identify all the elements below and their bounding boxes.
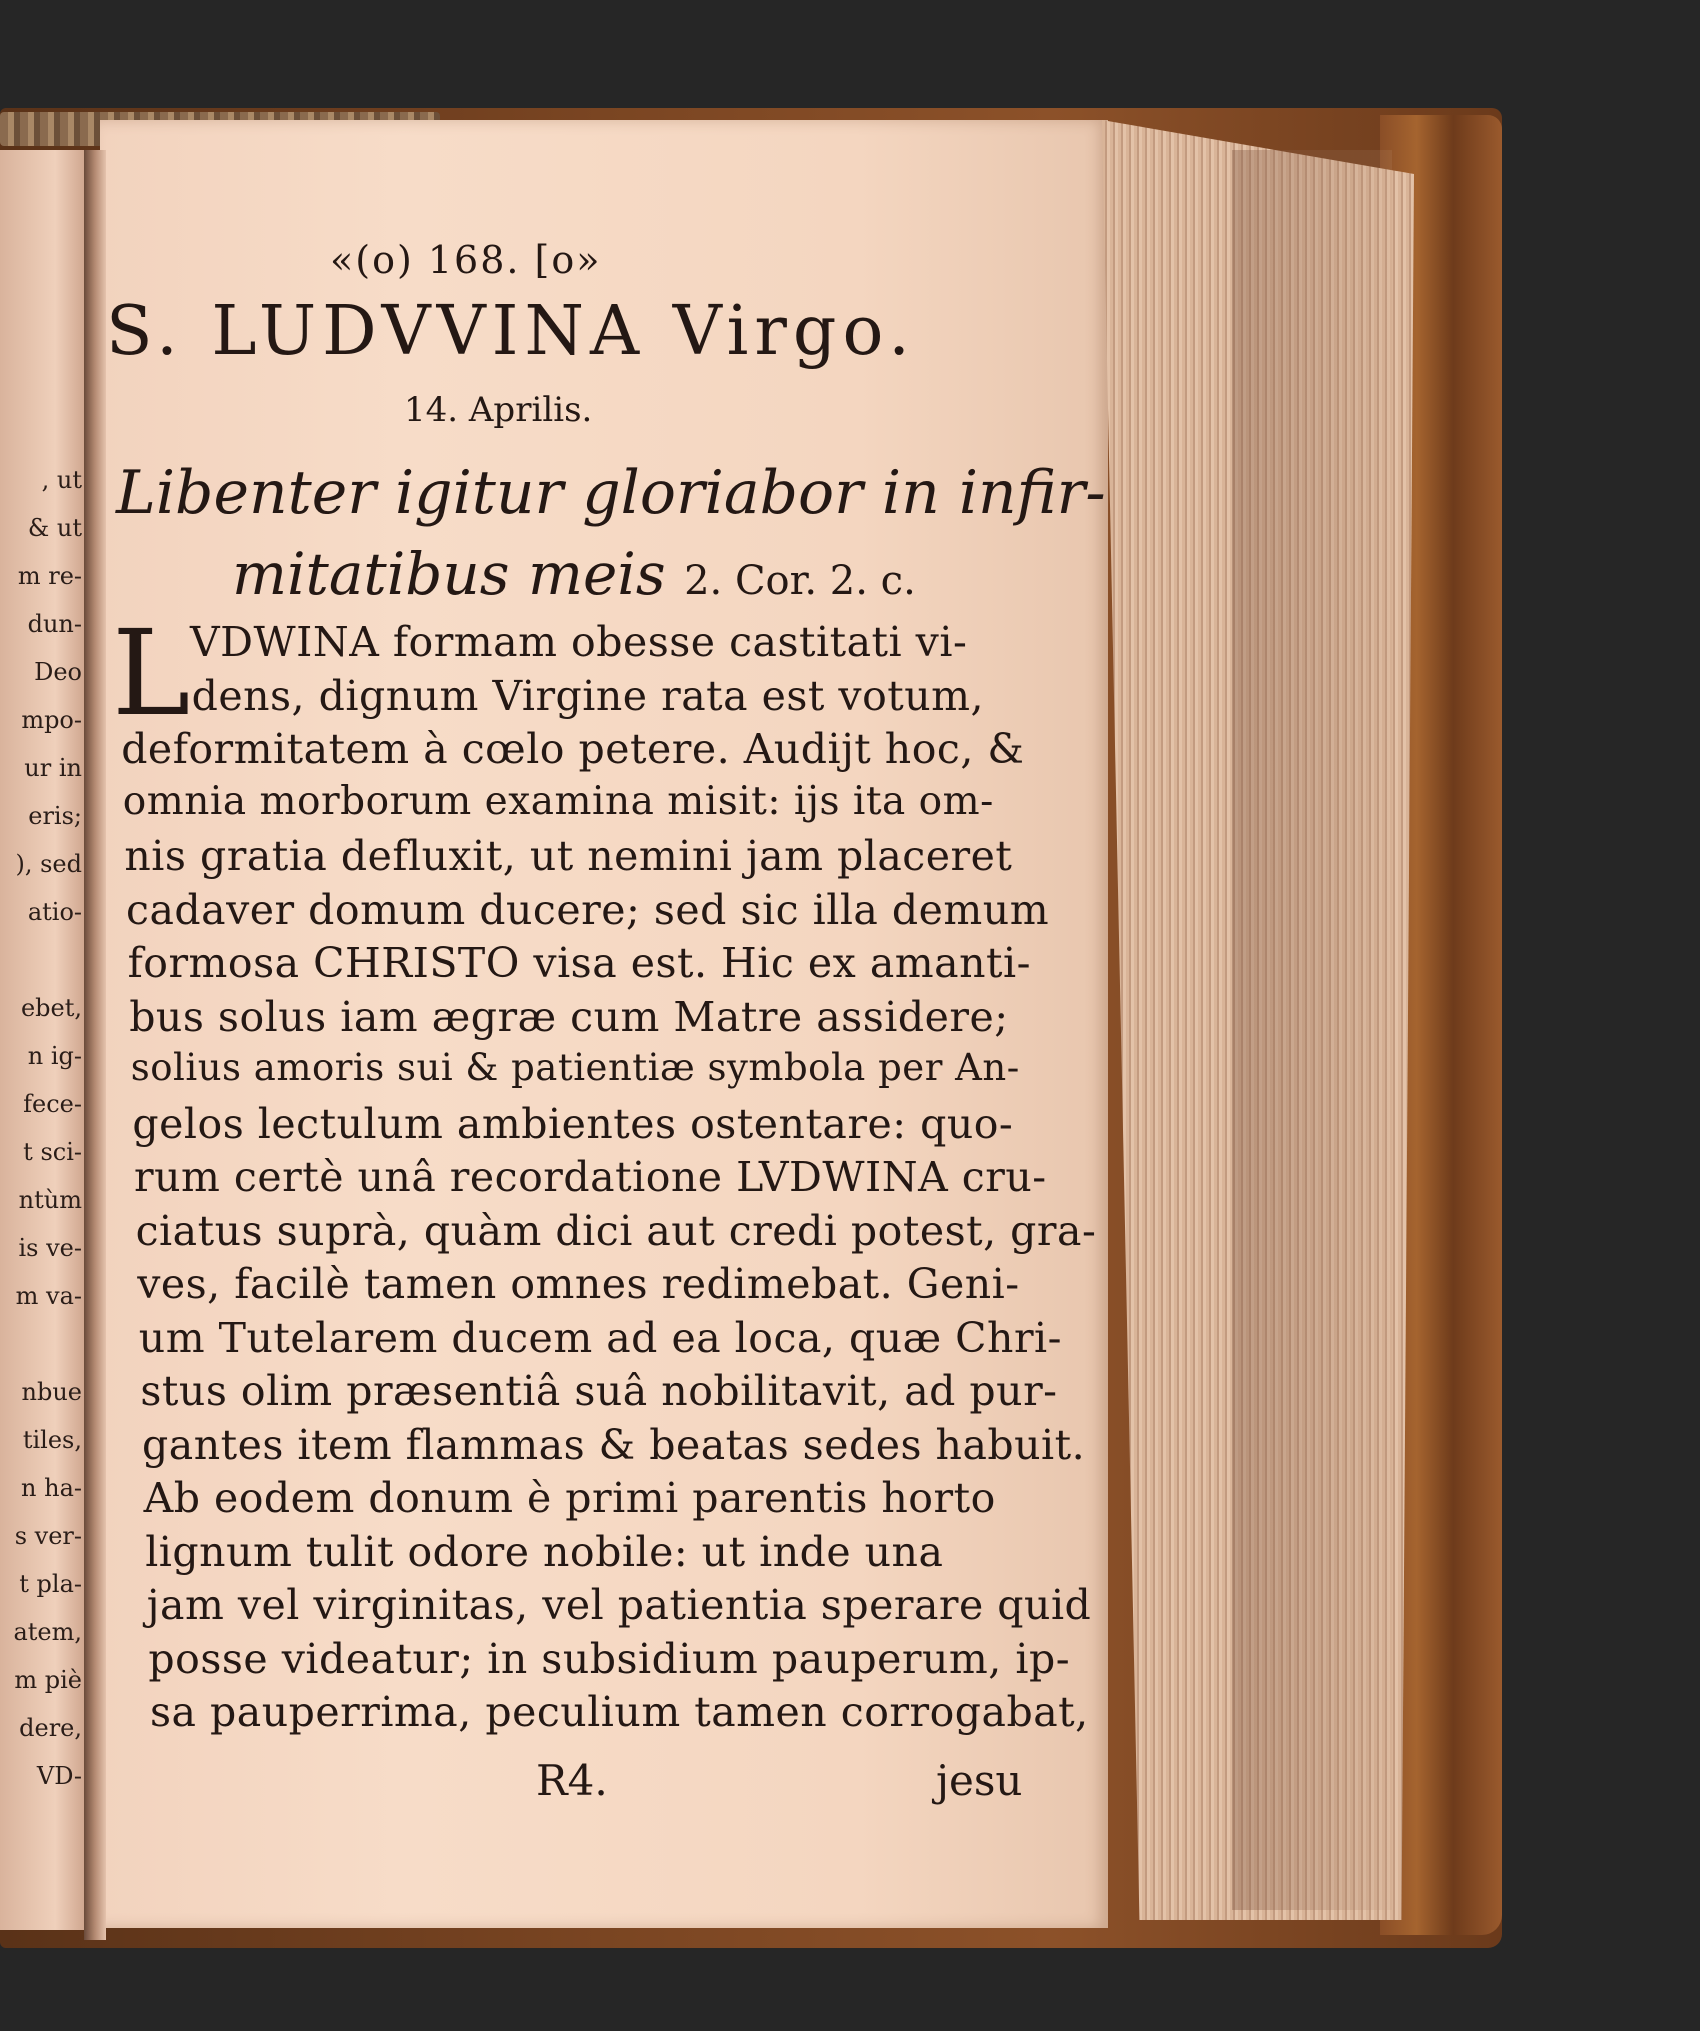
left-page-fragment: mpo- <box>21 706 82 734</box>
drop-cap: L <box>112 604 191 742</box>
body-line: posse videatur; in subsidium pauperum, ip- <box>148 1634 1071 1683</box>
motto-line-1: Libenter igitur gloriabor in infir- <box>116 458 1106 528</box>
page-gutter <box>84 150 106 1940</box>
left-page-fragment: n ig- <box>27 1042 82 1070</box>
left-page-fragment: m re- <box>17 562 82 590</box>
body-line: jam vel virginitas, vel patientia sperare quid <box>146 1581 1092 1629</box>
body-line: solius amoris sui & patientiæ symbola per An- <box>130 1046 1020 1089</box>
body-line: um Tutelarem ducem ad ea loca, quæ Chri- <box>138 1313 1063 1362</box>
left-page-fragment: Deo <box>34 658 82 686</box>
left-page-fragment: tiles, <box>22 1426 82 1454</box>
body-line: deformitatem à cœlo petere. Audijt hoc, & <box>121 725 1025 773</box>
body-line: ves, facilè tamen omnes redimebat. Geni- <box>137 1260 1020 1308</box>
left-page-fragment: t sci- <box>23 1138 82 1166</box>
left-page-fragment: atem, <box>13 1618 82 1646</box>
body-line: bus solus iam ægræ cum Matre assidere; <box>129 992 1009 1041</box>
page-title: S. LUDVVINA Virgo. <box>106 292 916 371</box>
scripture-reference: 2. Cor. 2. c. <box>684 558 916 604</box>
page-block-shadow <box>1232 150 1392 1910</box>
left-page-fragment: ebet, <box>20 994 82 1022</box>
body-line: formosa CHRISTO visa est. Hic ex amanti- <box>127 939 1031 987</box>
left-page-fragment: t pla- <box>19 1570 82 1598</box>
body-line: sa pauperrima, peculium tamen corrogabat, <box>150 1688 1089 1736</box>
body-line: Ab eodem donum è primi parentis horto <box>143 1474 996 1522</box>
body-line: nis gratia defluxit, ut nemini jam placeret <box>124 832 1013 880</box>
left-page-fragment: ntùm <box>18 1186 82 1214</box>
left-page <box>0 150 92 1930</box>
left-page-fragment: m va- <box>15 1282 82 1310</box>
left-page-fragment: & ut <box>27 514 82 542</box>
body-line: gantes item flammas & beatas sedes habuit. <box>142 1420 1086 1469</box>
body-line: ciatus suprà, quàm dici aut credi potest, gra- <box>135 1206 1097 1255</box>
left-page-fragment: dun- <box>27 610 82 638</box>
signature-mark: R4. <box>536 1756 608 1805</box>
left-page-fragment: is ve- <box>18 1234 82 1262</box>
left-page-fragment: m piè <box>14 1666 82 1694</box>
body-line: lignum tulit odore nobile: ut inde una <box>145 1527 944 1576</box>
left-page-fragment: VD- <box>36 1762 82 1790</box>
running-head: «(o) 168. [o» <box>330 238 602 282</box>
feast-date: 14. Aprilis. <box>404 390 593 430</box>
body-line: VDWINA formam obesse castitati vi- <box>190 618 968 666</box>
catchword: jesu <box>936 1756 1023 1805</box>
left-page-fragment: ur in <box>24 754 82 782</box>
left-page-fragment: nbue <box>21 1378 82 1406</box>
body-line: cadaver domum ducere; sed sic illa demum <box>126 885 1050 934</box>
left-page-fragment: eris; <box>28 802 82 830</box>
left-page-fragment: atio- <box>27 898 82 926</box>
motto-line-2 <box>232 540 916 608</box>
body-line: gelos lectulum ambientes ostentare: quo- <box>132 1099 1014 1148</box>
left-page-fragment: fece- <box>23 1090 82 1118</box>
left-page-fragment: ), sed <box>15 850 82 878</box>
left-page-fragment: n ha- <box>21 1474 82 1502</box>
left-page-fragment: , ut <box>41 466 82 494</box>
body-line: stus olim præsentiâ suâ nobilitavit, ad pur- <box>140 1367 1058 1415</box>
left-page-fragment: dere, <box>19 1714 82 1742</box>
left-page-fragment: s ver- <box>14 1522 82 1550</box>
motto-line-2-text: mitatibus meis <box>232 540 666 608</box>
body-line: rum certè unâ recordatione LVDWINA cru- <box>134 1153 1047 1201</box>
body-line: omnia morborum examina misit: ijs ita om- <box>122 778 994 824</box>
body-line: dens, dignum Virgine rata est votum, <box>191 671 985 720</box>
